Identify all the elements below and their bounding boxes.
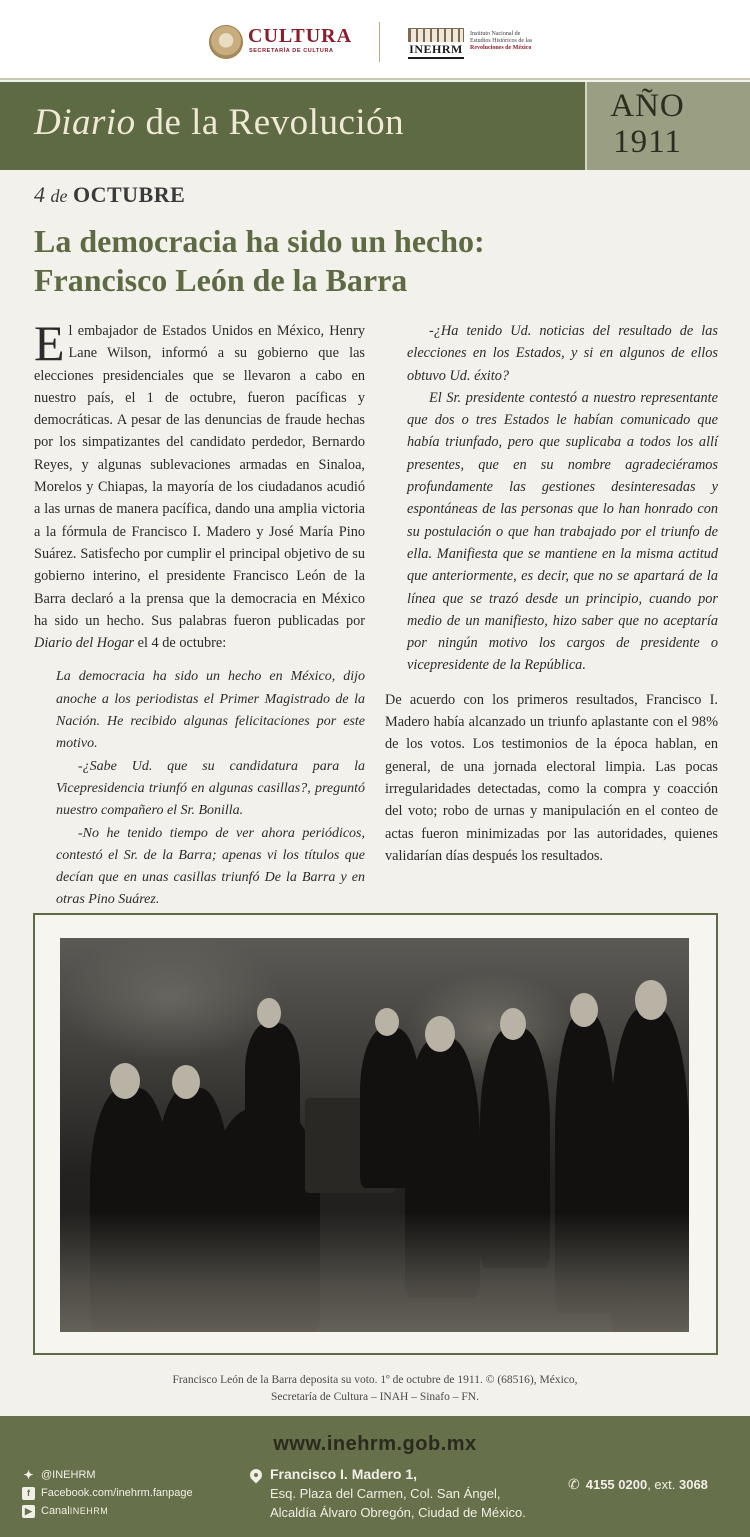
address-line: Esq. Plaza del Carmen, Col. San Ángel, (270, 1486, 501, 1501)
twitter-handle: @INEHRM (41, 1469, 96, 1481)
youtube-link[interactable] (22, 1502, 193, 1520)
article-paragraph: De acuerdo con los primeros resultados, Francisco I. Madero había alcanzado un triunfo aplastante con el 98% de los votos. Los testimonios de la época hablan, en general, de una jornada electoral limpia. Las pocas irregularidades detectadas, como la compra y coacción del voto; robo de urnas y manipulación en el conteo de actas fueron minimizadas por las autoridades, quienes validarían días después los resultados. (385, 691, 718, 864)
inehrm-name-line: Revoluciones de México (470, 45, 532, 51)
year-block (585, 88, 710, 160)
inehrm-name-line: Estudios Históricos de las (470, 38, 533, 44)
inehrm-full-name (470, 31, 545, 52)
quote-paragraph: -¿Sabe Ud. que su candidatura para la Vicepresidencia triunfó en algunas casillas?, preguntó nuestro compañero el Sr. Bonilla. (56, 758, 365, 819)
building-icon (408, 28, 464, 42)
website-link[interactable]: www.inehrm.gob.mx (273, 1433, 477, 1455)
photo-figure-head (257, 998, 281, 1028)
inehrm-logo-text: INEHRM (408, 42, 464, 59)
year-label: AÑO (610, 88, 685, 124)
caption-line: Secretaría de Cultura – INAH – Sinafo – FN. (271, 1391, 479, 1403)
photo-figure-head (570, 993, 598, 1027)
facebook-link[interactable] (22, 1484, 193, 1502)
quote-paragraph: -No he tenido tiempo de ver ahora periódicos, contestó el Sr. de la Barra; apenas vi los títulos que decían que en unas casillas triunfó De la Barra y en otras Pino Suárez. (56, 825, 365, 908)
youtube-prefix: Canal (41, 1505, 70, 1517)
address-street: Francisco I. Madero 1, (270, 1466, 418, 1482)
headline (34, 222, 724, 300)
phone-ext: 3068 (678, 1477, 708, 1492)
inehrm-name-line: Instituto Nacional de (470, 31, 521, 37)
article-column-right (385, 320, 718, 867)
facebook-icon: f (22, 1487, 35, 1500)
address-block (270, 1465, 526, 1522)
entry-date (34, 182, 185, 208)
youtube-icon: ▶ (22, 1505, 35, 1518)
caption-line: Francisco León de la Barra deposita su voto. 1º de octubre de 1911. © (68516), México, (172, 1374, 578, 1386)
title-rest: de la Revolución (135, 102, 405, 143)
article-paragraph (34, 315, 365, 654)
quote-paragraph: El Sr. presidente contestó a nuestro representante que dos o tres Estados le habían comunicado que había triunfado, pero que suplicaba a todos los allí presentes, que en su nombre agradeciéramos profundamente las gestiones desinteresadas y espontáneas de las personas que lo han honrado con su postulación o que han trabajado por el triunfo de ella. Manifiesta que se mantiene en la misma actitud que anteriormente, es decir, que no se apartará de la línea que se trazó desde un principio, cuando por medio de un manifiesto, hizo saber que no aceptaría por ningún motivo los cargos de presidente o vicepresidente de la República. (407, 389, 718, 674)
photo-figure (245, 1023, 300, 1143)
phone-icon: ✆ (568, 1476, 580, 1492)
address-line: Alcaldía Álvaro Obregón, Ciudad de México. (270, 1505, 526, 1520)
headline-line: Francisco León de la Barra (34, 262, 408, 298)
article-column-left (34, 315, 365, 912)
newspaper-name: Diario del Hogar (34, 635, 135, 652)
photo-ground (60, 1212, 689, 1332)
historical-photo (60, 938, 689, 1332)
phone-number[interactable] (568, 1476, 708, 1493)
date-day: 4 (34, 182, 45, 207)
photo-figure-head (425, 1016, 455, 1052)
paragraph-text: el 4 de octubre: (134, 635, 227, 652)
photo-figure-head (635, 980, 667, 1020)
twitter-link[interactable] (22, 1466, 193, 1484)
drop-cap: E (34, 315, 65, 371)
quote-paragraph: -¿Ha tenido Ud. noticias del resultado de las elecciones en los Estados, y si en algunos de ellos obtuvo Ud. éxito? (407, 323, 718, 384)
photo-figure-head (110, 1063, 140, 1099)
year-value: 1911 (613, 124, 682, 160)
logo-divider (379, 22, 380, 62)
block-quote (34, 666, 365, 911)
phone-main: 4155 0200 (585, 1477, 648, 1492)
block-quote-continued (385, 320, 718, 677)
title-italic: Diario (34, 102, 136, 143)
secretaria-logo-text: SECRETARÍA DE CULTURA (249, 48, 334, 54)
social-links (22, 1466, 193, 1520)
logo-bar (0, 0, 750, 80)
facebook-url: Facebook.com/inehrm.fanpage (41, 1487, 193, 1499)
seal-icon (209, 25, 243, 59)
date-de: de (50, 186, 68, 206)
twitter-icon: ✦ (23, 1467, 34, 1482)
youtube-channel: INEHRM (69, 1506, 109, 1516)
phone-ext-label: , ext. (647, 1477, 679, 1492)
paragraph-text: l embajador de Estados Unidos en México, Henry Lane Wilson, informó a su gobierno que las elecciones presidenciales que se llevaron a cabo en nuestro país, el 1 de octubre, fueron pacíficas y democráticas. A pesar de las denuncias de fraude hechas por los simpatizantes del candidato perdedor, Bernardo Reyes, y algunas sublevaciones armadas en Sinaloa, Morelos y Chiapas, la mayoría de los ciudadanos acudió a las urnas de manera pacífica, dando una amplia victoria a la fórmula de Francisco I. Madero y José María Pino Suárez. Satisfecho por cumplir el principal objetivo de su gobierno interino, el presidente Francisco León de la Barra declaró a la prensa que la democracia en México ha sido un hecho. Sus palabras fueron publicadas por (34, 323, 365, 629)
photo-figure-head (500, 1008, 526, 1040)
date-month: OCTUBRE (73, 182, 186, 207)
cultura-logo-text: CULTURA (248, 25, 353, 47)
quote-paragraph: La democracia ha sido un hecho en México, dijo anoche a los periodistas el Primer Magistrado de la Nación. He recibido algunas felicitaciones por este motivo. (56, 669, 365, 752)
photo-figure-head (375, 1008, 399, 1036)
photo-figure-head (172, 1065, 200, 1099)
photo-caption (100, 1372, 650, 1406)
publication-title (34, 101, 404, 144)
headline-line: La democracia ha sido un hecho: (34, 223, 485, 259)
